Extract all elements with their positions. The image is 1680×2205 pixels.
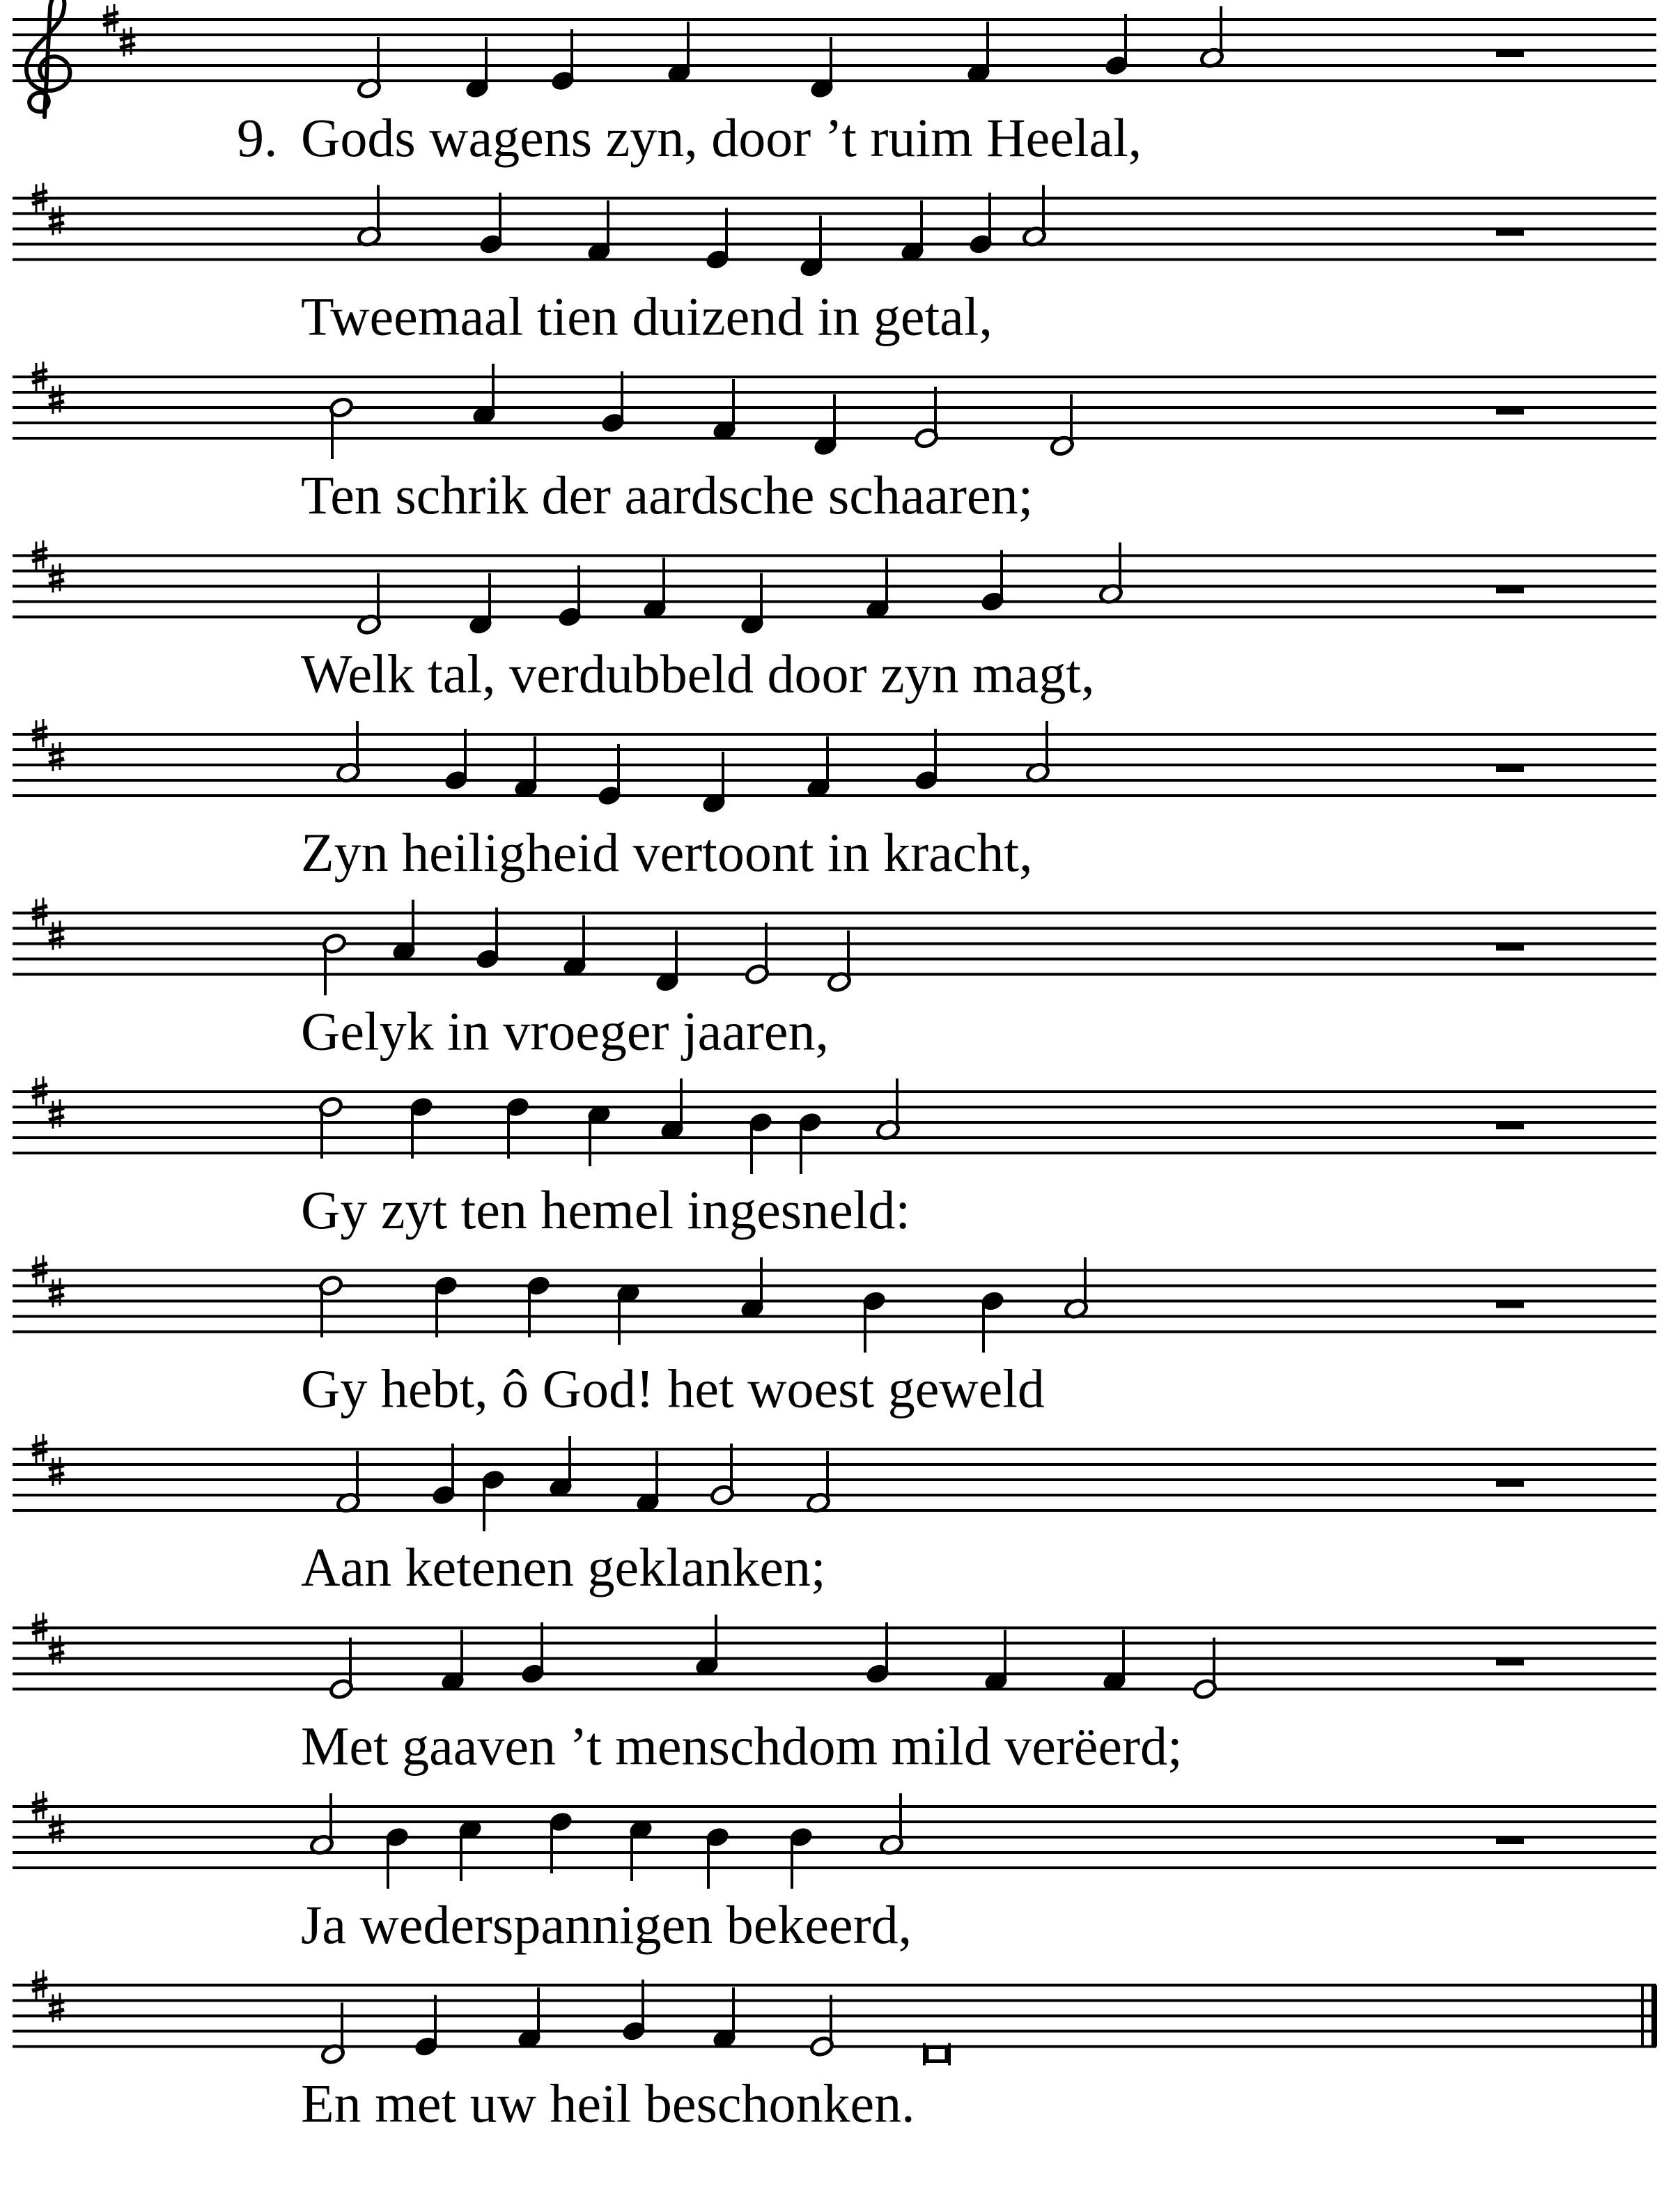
lyric-line: Aan ketenen geklanken;: [301, 1537, 826, 1597]
note: [357, 185, 382, 248]
note: [550, 29, 575, 92]
note: [336, 721, 361, 784]
note: [414, 1995, 439, 2058]
note: [705, 208, 730, 271]
lyric-line: Tweemaal tien duizend in getal,: [301, 286, 993, 347]
half-rest-icon: [1496, 943, 1524, 951]
note: [557, 566, 582, 628]
note: [336, 1451, 361, 1514]
sharp-sign-icon: [49, 1814, 64, 1843]
note: [431, 1444, 456, 1506]
note: [548, 1436, 573, 1499]
lyric-line: Zyn heiligheid vertoont in kracht,: [301, 822, 1033, 883]
note: [468, 573, 493, 636]
note: [465, 37, 490, 100]
note: [642, 558, 667, 621]
note: [1022, 185, 1047, 248]
note: [329, 396, 354, 459]
half-rest-icon: [1496, 1657, 1524, 1666]
note: [318, 1275, 343, 1338]
lyric-line: Gy hebt, ô God! het woest geweld: [301, 1358, 1045, 1419]
note: [458, 1818, 483, 1881]
staff-system: [13, 362, 1656, 525]
note: [322, 933, 347, 996]
lyric-line: Ja wederspannigen bekeerd,: [301, 1894, 912, 1955]
sharp-sign-icon: [49, 921, 64, 950]
note: [900, 201, 925, 263]
verse-number: 9.: [237, 107, 278, 168]
half-rest-icon: [1496, 1478, 1524, 1487]
lyric-line: Gelyk in vroeger jaaren,: [301, 1000, 829, 1062]
note: [357, 37, 382, 100]
note: [320, 2003, 345, 2066]
lyric-line: Gods wagens zyn, door ’t ruim Heelal,: [301, 107, 1142, 168]
note: [740, 573, 765, 636]
note: [914, 387, 939, 449]
note: [433, 1275, 458, 1338]
note: [391, 900, 417, 963]
note: [505, 1096, 530, 1159]
treble-clef-icon: [26, 0, 70, 117]
note: [1199, 6, 1224, 69]
lyric-line: Met gaaven ’t menschdom mild verëerd;: [301, 1715, 1183, 1777]
note: [1025, 721, 1050, 784]
note: [600, 371, 625, 434]
half-rest-icon: [1496, 49, 1524, 57]
note: [616, 1283, 641, 1345]
note: [798, 1111, 823, 1174]
lyric-line: Ten schrik der aardsche schaaren;: [301, 465, 1034, 525]
sharp-sign-icon: [49, 1993, 64, 2022]
sharp-sign-icon: [49, 1636, 64, 1665]
note: [586, 1104, 612, 1166]
note: [710, 1444, 735, 1506]
note: [479, 193, 504, 256]
note: [655, 931, 680, 993]
sharp-sign-icon: [49, 385, 64, 414]
sharp-sign-icon: [49, 1278, 64, 1308]
sharp-sign-icon: [49, 564, 64, 593]
note: [712, 1988, 737, 2050]
note: [745, 923, 770, 986]
note: [548, 1811, 573, 1873]
sharp-sign-icon: [49, 206, 64, 235]
note: [309, 1793, 334, 1856]
staff-system: [13, 541, 1656, 704]
note: [597, 744, 622, 807]
note: [621, 1980, 646, 2043]
note: [472, 364, 497, 426]
staff-system: [13, 1076, 1656, 1240]
half-rest-icon: [1496, 228, 1524, 236]
note: [879, 1793, 904, 1856]
note: [409, 1096, 434, 1159]
half-rest-icon: [1496, 1300, 1524, 1308]
note: [562, 915, 587, 978]
note: [1098, 543, 1123, 605]
lyric-line: Welk tal, verdubbeld door zyn magt,: [301, 643, 1095, 704]
note: [806, 736, 831, 799]
note: [705, 1826, 730, 1889]
note: [809, 1995, 834, 2058]
note: [357, 573, 382, 636]
staff-system: [13, 1613, 1656, 1777]
sharp-sign-icon: [120, 27, 135, 56]
note: [444, 729, 469, 791]
note: [384, 1826, 410, 1889]
note: [1104, 14, 1129, 77]
note: [1102, 1630, 1127, 1693]
note: [827, 931, 852, 993]
note: [809, 37, 834, 100]
note: [712, 379, 737, 442]
half-rest-icon: [1496, 1836, 1524, 1844]
staff-system: [13, 183, 1656, 347]
staff-system: [13, 0, 1656, 168]
note: [586, 201, 612, 263]
note: [526, 1275, 551, 1338]
note: [799, 216, 824, 279]
note: [513, 736, 538, 799]
staff-system: [13, 1970, 1656, 2134]
note: [806, 1451, 831, 1514]
note: [667, 22, 692, 84]
note: [980, 550, 1005, 613]
note: [865, 558, 890, 621]
note: [318, 1096, 343, 1159]
note: [520, 1623, 545, 1685]
staff-system: [13, 898, 1656, 1062]
lyric-line: Gy zyt ten hemel ingesneld:: [301, 1179, 911, 1240]
staff-system: [13, 719, 1656, 883]
sharp-sign-icon: [49, 1457, 64, 1486]
note: [914, 729, 939, 791]
note: [517, 1988, 542, 2050]
note: [865, 1623, 890, 1685]
staff-system: [13, 1255, 1656, 1419]
note: [740, 1258, 765, 1320]
half-rest-icon: [1496, 1121, 1524, 1129]
note: [694, 1615, 720, 1678]
note: [635, 1451, 660, 1514]
note: [329, 1638, 354, 1701]
sharp-sign-icon: [49, 1099, 64, 1129]
note: [701, 752, 726, 814]
half-rest-icon: [1496, 585, 1524, 594]
lyric-line: En met uw heil beschonken.: [301, 2073, 915, 2134]
staff-system: [13, 1434, 1656, 1597]
note: [862, 1290, 887, 1353]
note: [481, 1469, 506, 1531]
note: [983, 1630, 1009, 1693]
note: [924, 2043, 949, 2066]
note: [660, 1078, 685, 1141]
note: [1050, 394, 1075, 457]
half-rest-icon: [1496, 406, 1524, 415]
note: [1064, 1258, 1089, 1320]
note: [966, 22, 991, 84]
note: [788, 1826, 814, 1889]
note: [475, 908, 500, 970]
half-rest-icon: [1496, 764, 1524, 772]
note: [813, 394, 838, 457]
note: [748, 1111, 773, 1174]
note: [968, 193, 993, 256]
note: [1192, 1638, 1218, 1701]
note: [876, 1078, 901, 1141]
staff-system: [13, 1791, 1656, 1955]
note: [980, 1290, 1005, 1353]
sharp-sign-icon: [49, 742, 64, 771]
note: [628, 1818, 653, 1881]
note: [440, 1630, 465, 1693]
